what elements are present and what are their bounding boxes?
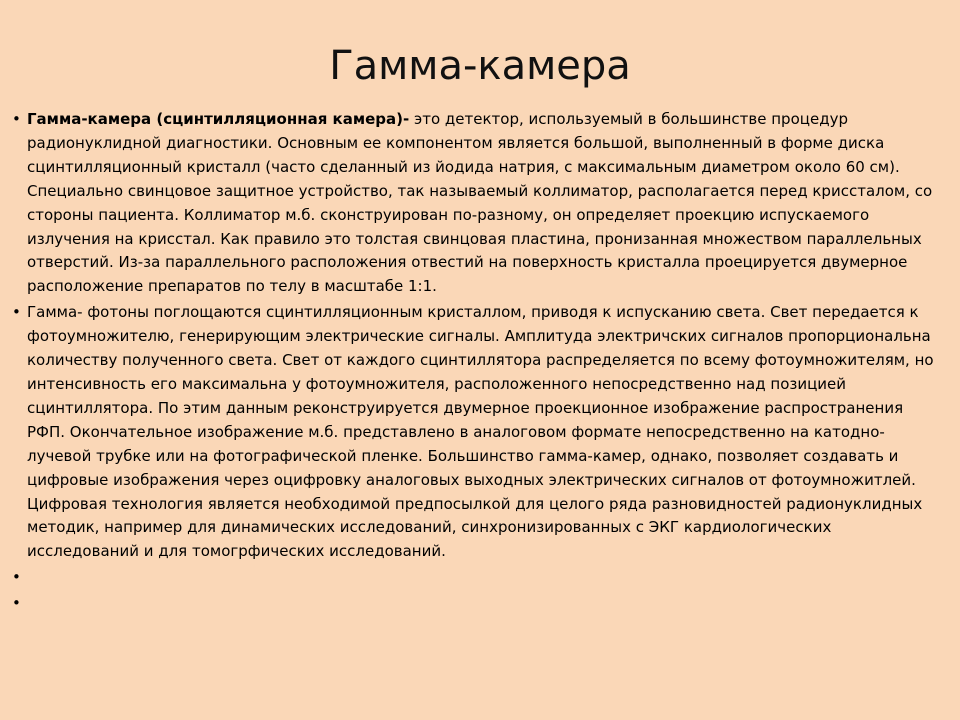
bullet-item-3-empty [10,566,945,590]
bullet-item-4-empty [10,592,945,616]
bullet-marker: • [12,110,21,128]
bullet-marker: • [12,594,21,613]
bullet-text: Гамма- фотоны поглощаются сцинтилляционным кристаллом, приводя к испусканию света. Свет передается к фотоумножителю, генерирующим электрические сигналы. Амплитуда электричских сигналов пропорциональна количеству полученного света. Свет от каждого сцинтиллятора распределяется по всему фотоумножителям, но интенсивность его максимальна у фотоумножителя, расположенного непосредственно над позицией сцинтиллятора. По этим данным реконструируется двумерное проекционное изображение распространения РФП. Окончательное изображение м.б. представлено в аналоговом формате непосредственно на катодно-лучевой трубке или на фотографической пленке. Большинство гамма-камер, однако, позволяет создавать и цифровые изображения через оцифровку аналоговых выходных электрических сигналов от фотоумножитлей. Цифровая технология является необходимой предпосылкой для целого ряда разновидностей радионуклидных методик, например для динамических исследований, синхронизированных с ЭКГ кардиологических исследований и для томогрфических исследований. [27,303,934,561]
bullet-list [10,108,945,618]
bullet-text: это детектор, используемый в большинстве процедур радионуклидной диагностики. Основным ее компонентом является большой, выполненный в форме диска сцинтилляционный кристалл (часто сделанный из йодида натрия, с максимальным диаметром около 60 см). Специально свинцовое защитное устройство, так называемый коллиматор, располагается перед криссталом, со стороны пациента. Коллиматор м.б. сконструирован по-разному, он определяет проекцию испускаемого излучения на крисстал. Как правило это толстая свинцовая пластина, пронизанная множеством параллельных отверстий. Из-за параллельного расположения отвестий на поверхность кристалла проецируется двумерное расположение препаратов по телу в масштабе 1:1. [27,110,933,296]
bullet-marker: • [12,568,21,587]
bullet-marker: • [12,303,21,322]
slide-title: Гамма-камера [329,43,631,89]
bullet-item-2 [10,301,945,564]
bullet-lead-term: Гамма-камера (сцинтилляционная камера)- [27,110,410,128]
bullet-item-1 [10,108,945,299]
